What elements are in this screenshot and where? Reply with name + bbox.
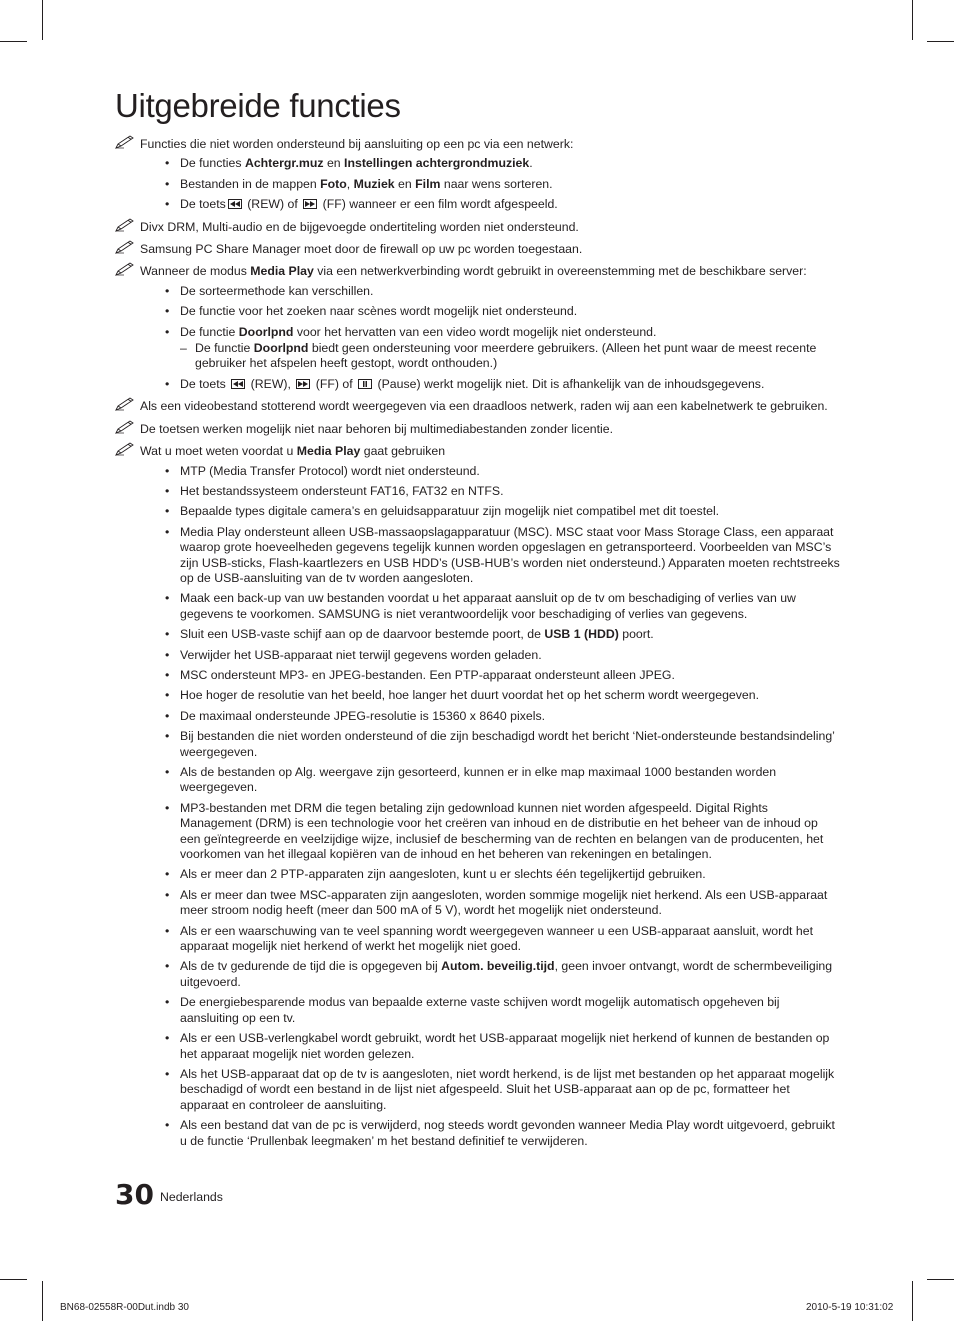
- list-item: [140, 867, 841, 882]
- list-item: [140, 688, 841, 703]
- bullet-list: [140, 464, 841, 1149]
- list-item: [140, 801, 841, 863]
- bullet-marker: •: [165, 1031, 170, 1046]
- text-run: Als het USB-apparaat dat op de tv is aangesloten, niet wordt herkend, is de lijst met bestanden op het apparaat mogelijk beschadigd of wordt een bestand in de lijst niet afgespeeld. Sluit het USB-apparaat aan op de pc, formatteer het apparaat en controleer de aansluiting.: [180, 1066, 835, 1112]
- text-run: voor het hervatten van een video wordt mogelijk niet ondersteund.: [293, 324, 657, 339]
- list-item: [140, 484, 841, 499]
- crop-mark: [912, 1281, 913, 1321]
- note-item: [115, 264, 841, 392]
- crop-mark: [42, 0, 43, 40]
- note-item: [115, 242, 841, 257]
- bullet-marker: •: [165, 800, 170, 815]
- list-item: [140, 959, 841, 990]
- bullet-marker: •: [165, 197, 170, 212]
- text-run: Het bestandssysteem ondersteunt FAT16, FAT32 en NTFS.: [180, 483, 504, 498]
- note-text: [140, 444, 841, 459]
- crop-mark: [0, 1279, 27, 1280]
- pencil-note-icon: [115, 135, 135, 149]
- pencil-note-icon: [115, 240, 135, 254]
- list-item: [140, 156, 841, 171]
- text-run: (Pause) werkt mogelijk niet. Dit is afhankelijk van de inhoudsgegevens.: [374, 376, 765, 391]
- text-run: Bestanden in de mappen: [180, 176, 321, 191]
- pencil-note-icon: [115, 442, 135, 456]
- bullet-marker: •: [165, 959, 170, 974]
- bullet-marker: •: [165, 524, 170, 539]
- bullet-marker: •: [165, 1118, 170, 1133]
- text-run: , geen invoer ontvangt, wordt de schermbeveiliging uitgevoerd.: [180, 959, 833, 989]
- list-item: [140, 1031, 841, 1062]
- note-item: [115, 220, 841, 235]
- rewind-icon: [231, 379, 245, 389]
- pencil-note-icon: [115, 420, 135, 434]
- bullet-marker: •: [165, 688, 170, 703]
- bullet-marker: •: [165, 463, 170, 478]
- page-title: Uitgebreide functies: [115, 87, 401, 124]
- list-item: [140, 709, 841, 724]
- note-text: De toetsen werken mogelijk niet naar behoren bij multimediabestanden zonder licentie.: [140, 421, 614, 436]
- text-run: Media Play ondersteunt alleen USB-massaopslagapparatuur (MSC). MSC staat voor Mass Storage Class, een apparaat waarop grote hoeveelheden gegevens tegelijk kunnen worden opgeslagen en getransporteerd. Voorbeelden van MSC’s zijn USB-sticks, Flash-kaartlezers en USB HDD’s (USB-HUB’s worden niet ondersteund.) Apparaten moeten rechtstreeks op de USB-aansluiting van de tv worden aangesloten.: [180, 524, 840, 585]
- page-number: 30: [115, 1178, 154, 1211]
- text-run: en: [323, 156, 345, 171]
- fast-forward-icon: [296, 379, 310, 389]
- list-item: [140, 284, 841, 299]
- text-run: poort.: [618, 627, 654, 642]
- bold-term: Muziek: [353, 176, 395, 191]
- bullet-marker: •: [165, 283, 170, 298]
- text-run: Als er meer dan twee MSC-apparaten zijn aangesloten, worden sommige mogelijk niet herkend. Als een USB-apparaat meer stroom nodig heeft (meer dan 500 mA of 5 V), wordt het mogelijk niet ondersteund.: [180, 887, 828, 918]
- bullet-marker: •: [165, 1066, 170, 1081]
- list-item: [140, 504, 841, 519]
- bold-term: Doorlpnd: [238, 324, 294, 339]
- text-run: Sluit een USB-vaste schijf aan op de daarvoor bestemde poort, de: [180, 627, 545, 642]
- text-run: De functie voor het zoeken naar scènes wordt mogelijk niet ondersteund.: [180, 304, 578, 319]
- bullet-marker: •: [165, 647, 170, 662]
- text-run: Als er meer dan 2 PTP-apparaten zijn aangesloten, kunt u er slechts één tegelijkertijd gebruiken.: [180, 867, 706, 882]
- text-run: De functie: [180, 324, 239, 339]
- text-run: ,: [346, 176, 354, 191]
- note-text: Als een videobestand stotterend wordt weergegeven via een draadloos netwerk, raden wij aan een kabelnetwerk te gebruiken.: [140, 399, 828, 414]
- bullet-marker: •: [165, 176, 170, 191]
- bold-term: Doorlpnd: [253, 341, 309, 356]
- bullet-marker: •: [165, 627, 170, 642]
- text-run: .: [529, 156, 533, 171]
- list-item: [140, 325, 841, 372]
- text-run: Verwijder het USB-apparaat niet terwijl gegevens worden geladen.: [180, 647, 542, 662]
- text-run: De sorteermethode kan verschillen.: [180, 283, 374, 298]
- bullet-marker: •: [165, 591, 170, 606]
- text-run: De functies: [180, 156, 245, 171]
- text-run: Hoe hoger de resolutie van het beeld, hoe langer het duurt voordat het op het scherm wordt weergegeven.: [180, 688, 760, 703]
- bold-term: Autom. beveilig.tijd: [441, 959, 555, 974]
- text-run: naar wens sorteren.: [440, 176, 553, 191]
- pause-icon: [358, 379, 372, 389]
- pencil-note-icon: [115, 397, 135, 411]
- pencil-note-icon: [115, 262, 135, 276]
- list-item: [140, 525, 841, 587]
- text-run: biedt geen ondersteuning voor meerdere gebruikers. (Alleen het punt waar de meest recente gebruiker het afspelen heeft gestopt, wordt onthouden.): [195, 341, 817, 371]
- bullet-marker: •: [165, 708, 170, 723]
- bullet-marker: •: [165, 867, 170, 882]
- text-run: MP3-bestanden met DRM die tegen betaling zijn gedownload kunnen niet worden afgespeeld. Digital Rights Management (DRM) is een technologie voor het creëren van inhoud en de distributie en het beheer van de inhoud op een geïntegreerde en veelzijdige wijze, inclusief de bescherming van de rechten en belangen van de producenten, het voorkomen van het illegaal kopiëren van de inhoud en het beheren van rekeningen en betalingen.: [180, 800, 824, 862]
- text-run: gaat gebruiken: [360, 444, 446, 459]
- fast-forward-icon: [303, 199, 317, 209]
- note-item: [115, 137, 841, 213]
- bold-term: Achtergr.muz: [244, 156, 324, 171]
- bullet-list: [140, 156, 841, 212]
- bullet-marker: •: [165, 483, 170, 498]
- sub-list-item: [180, 341, 841, 372]
- text-run: Wat u moet weten voordat u: [140, 444, 297, 459]
- note-text: Divx DRM, Multi-audio en de bijgevoegde ondertiteling worden niet ondersteund.: [140, 219, 579, 234]
- text-run: Als een bestand dat van de pc is verwijderd, nog steeds wordt gevonden wanneer Media Play wordt uitgevoerd, gebruikt u de functie ‘Prullenbak leegmaken’ m het bestand definitief te verwijderen.: [180, 1118, 835, 1148]
- text-run: MSC ondersteunt MP3- en JPEG-bestanden. Een PTP-apparaat ondersteunt alleen JPEG.: [180, 667, 675, 682]
- text-run: Bij bestanden die niet worden ondersteund of die zijn beschadigd wordt het bericht ‘Niet-ondersteunde bestandsindeling’ weergegeven.: [180, 729, 835, 759]
- text-run: Wanneer de modus: [140, 264, 251, 279]
- text-run: Bepaalde types digitale camera’s en geluidsapparatuur zijn mogelijk niet compatibel met dit toestel.: [180, 504, 720, 519]
- list-item: [140, 304, 841, 319]
- list-item: [140, 729, 841, 760]
- bullet-marker: •: [165, 324, 170, 339]
- text-run: De maximaal ondersteunde JPEG-resolutie is 15360 x 8640 pixels.: [180, 708, 546, 723]
- bold-term: Foto: [320, 176, 347, 191]
- text-run: (FF) wanneer er een film wordt afgespeeld.: [319, 197, 558, 212]
- bold-term: Instellingen achtergrondmuziek: [344, 156, 530, 171]
- list-item: [140, 591, 841, 622]
- bullet-marker: •: [165, 765, 170, 779]
- bullet-list: [140, 284, 841, 392]
- bullet-marker: •: [165, 923, 170, 938]
- bullet-marker: •: [165, 376, 170, 391]
- crop-mark: [927, 1279, 954, 1280]
- text-run: MTP (Media Transfer Protocol) wordt niet ondersteund.: [180, 463, 480, 478]
- text-run: (REW),: [247, 376, 295, 391]
- page-language: Nederlands: [160, 1190, 223, 1204]
- text-run: (FF) of: [312, 376, 357, 391]
- rewind-icon: [228, 199, 242, 209]
- bullet-marker: •: [165, 156, 170, 171]
- list-item: [140, 924, 841, 955]
- crop-mark: [42, 1281, 43, 1321]
- note-text: [140, 264, 841, 279]
- list-item: [140, 377, 841, 392]
- list-item: [140, 177, 841, 192]
- text-run: Als de tv gedurende de tijd die is opgegeven bij: [180, 959, 442, 974]
- list-item: [140, 1118, 841, 1149]
- list-item: [140, 668, 841, 683]
- bold-term: Media Play: [250, 264, 314, 279]
- text-run: Als de bestanden op Alg. weergave zijn gesorteerd, kunnen er in elke map maximaal 1000 bestanden worden weergegeven.: [180, 765, 777, 795]
- list-item: [140, 765, 841, 796]
- notes-section: [115, 137, 841, 1149]
- note-item: [115, 444, 841, 1149]
- crop-mark: [0, 41, 27, 42]
- bullet-marker: •: [165, 887, 170, 902]
- text-run: De toets: [180, 376, 230, 391]
- bullet-marker: •: [165, 667, 170, 682]
- text-run: De functie: [195, 341, 254, 356]
- text-run: en: [394, 176, 416, 191]
- text-run: Als er een USB-verlengkabel wordt gebruikt, wordt het USB-apparaat mogelijk niet herkend of kunnen de bestanden op het apparaat mogelijk niet worden gelezen.: [180, 1031, 830, 1061]
- list-item: [140, 648, 841, 663]
- list-item: [140, 888, 841, 919]
- bold-term: Media Play: [296, 444, 361, 459]
- pencil-note-icon: [115, 218, 135, 232]
- bold-term: USB 1 (HDD): [544, 627, 619, 642]
- text-run: (REW) of: [243, 197, 302, 212]
- bullet-marker: •: [165, 304, 170, 319]
- bullet-marker: •: [165, 729, 170, 744]
- list-item: [140, 197, 841, 212]
- text-run: De energiebesparende modus van bepaalde externe vaste schijven wordt mogelijk automatisch opgeheven bij aansluiting op een tv.: [180, 995, 780, 1025]
- crop-mark: [912, 0, 913, 40]
- footer-date-info: 2010-5-19 10:31:02: [806, 1302, 894, 1313]
- note-text: Samsung PC Share Manager moet door de firewall op uw pc worden toegestaan.: [140, 242, 583, 257]
- text-run: De toets: [180, 197, 226, 212]
- bold-term: Film: [415, 176, 441, 191]
- bullet-marker: •: [165, 995, 170, 1010]
- note-item: [115, 399, 841, 414]
- list-item: [140, 627, 841, 642]
- list-item: [140, 464, 841, 479]
- bullet-marker: •: [165, 504, 170, 519]
- list-item: [140, 995, 841, 1026]
- footer-file-info: BN68-02558R-00Dut.indb 30: [60, 1302, 189, 1313]
- note-text: Functies die niet worden ondersteund bij aansluiting op een pc via een netwerk:: [140, 137, 574, 151]
- text-run: via een netwerkverbinding wordt gebruikt in overeenstemming met de beschikbare server:: [313, 264, 807, 279]
- dash-marker: –: [180, 341, 187, 356]
- text-run: Maak een back-up van uw bestanden voordat u het apparaat aansluit op de tv om beschadiging of verlies van uw gegevens te voorkomen. SAMSUNG is niet verantwoordelijk voor beschadiging of verlies van gegevens.: [180, 591, 796, 621]
- list-item: [140, 1067, 841, 1113]
- text-run: Als er een waarschuwing van te veel spanning wordt weergegeven wanneer u een USB-apparaat aansluit, wordt het apparaat mogelijk niet herkend of werkt het mogelijk niet goed.: [180, 923, 813, 954]
- note-item: [115, 422, 841, 437]
- crop-mark: [927, 41, 954, 42]
